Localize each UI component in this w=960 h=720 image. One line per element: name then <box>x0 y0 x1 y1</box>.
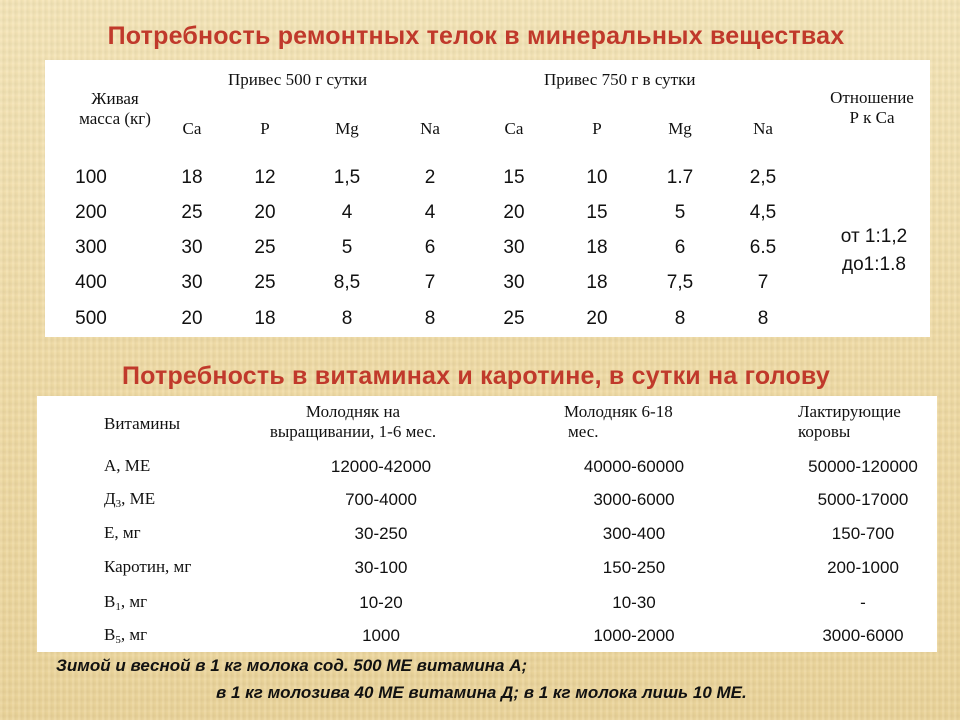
footnote-line1: Зимой и весной в 1 кг молока сод. 500 МЕ витамина А; <box>56 656 528 675</box>
vitamin-name <box>104 625 147 646</box>
subheader-cell: Mg <box>668 119 692 138</box>
col-header-mass-line1: Живая <box>91 89 139 108</box>
table-cell: 4,5 <box>749 202 777 223</box>
col-header-young1 <box>245 402 461 442</box>
table-cell: - <box>860 593 866 612</box>
table-cell: 18 <box>586 272 608 293</box>
vitamin-name-text: Е, мг <box>104 523 141 542</box>
table-cell: 5 <box>674 202 686 223</box>
vitamin-unit: , мг <box>120 592 148 611</box>
table-cell: 25 <box>254 237 276 258</box>
col-header-young2-line2: мес. <box>568 422 599 441</box>
table-cell: 8 <box>674 308 686 329</box>
col-header-mass <box>75 89 155 129</box>
table-cell: 7,5 <box>666 272 694 293</box>
table-cell: 1.7 <box>666 167 694 188</box>
table-cell: 7 <box>757 272 769 293</box>
table-cell: 10-30 <box>612 593 656 612</box>
table-cell: 300-400 <box>602 524 666 543</box>
table-cell: 1000-2000 <box>593 626 675 645</box>
table-cell: 25 <box>254 272 276 293</box>
vitamin-name <box>104 557 191 577</box>
table-cell: 20 <box>181 308 203 329</box>
table-cell: 25 <box>181 202 203 223</box>
subheader-cell: Na <box>420 119 440 138</box>
col-header-young2-line1: Молодняк 6-18 <box>564 402 673 421</box>
vitamin-subscript: 5 <box>115 634 121 646</box>
vitamin-unit: , мг <box>120 625 148 644</box>
table-cell: 15 <box>586 202 608 223</box>
footnote-line2: в 1 кг молозива 40 МЕ витамина Д; в 1 кг молока лишь 10 МЕ. <box>216 683 747 702</box>
col-header-cows <box>798 402 901 442</box>
table-cell: 50000-120000 <box>808 457 918 476</box>
col-header-ratio-line2: Р к Са <box>849 108 895 127</box>
mass-cell: 300 <box>75 237 107 258</box>
vitamin-name <box>104 523 141 543</box>
table-cell: 5000-17000 <box>817 490 909 509</box>
vitamin-name-text: Д <box>104 489 116 508</box>
table-cell: 15 <box>503 167 525 188</box>
subheader-cell: Mg <box>335 119 359 138</box>
table-cell: 8,5 <box>333 272 361 293</box>
table-cell: 20 <box>586 308 608 329</box>
mass-cell: 400 <box>75 272 107 293</box>
ratio-value-line1: от 1:1,2 <box>840 226 908 247</box>
table-cell: 18 <box>254 308 276 329</box>
table-cell: 18 <box>586 237 608 258</box>
table-cell: 150-700 <box>831 524 895 543</box>
mass-cell: 100 <box>75 167 107 188</box>
vitamin-name-text: Каротин, мг <box>104 557 192 576</box>
vitamin-name <box>104 456 150 476</box>
subheader-cell: Р <box>260 119 270 138</box>
table-cell: 3000-6000 <box>822 626 904 645</box>
table-cell: 18 <box>181 167 203 188</box>
table-cell: 1,5 <box>333 167 361 188</box>
vitamin-name <box>104 592 147 613</box>
col-header-mass-line2: масса (кг) <box>79 109 151 128</box>
table-cell: 8 <box>757 308 769 329</box>
table-cell: 4 <box>341 202 353 223</box>
col-header-young1-line2: выращивании, 1-6 мес. <box>269 422 437 441</box>
mass-cell: 500 <box>75 308 107 329</box>
vitamin-name-text: А, МЕ <box>104 456 151 475</box>
group-header-500: Привес 500 г сутки <box>228 70 368 89</box>
table-cell: 20 <box>503 202 525 223</box>
table-cell: 2,5 <box>749 167 777 188</box>
table-cell: 700-4000 <box>345 490 417 509</box>
vitamin-unit: , МЕ <box>121 489 156 508</box>
table-cell: 4 <box>424 202 436 223</box>
table-cell: 30 <box>181 272 203 293</box>
table-cell: 5 <box>341 237 353 258</box>
col-header-young1-line1: Молодняк на <box>305 402 401 421</box>
table-cell: 30 <box>503 272 525 293</box>
table-cell: 12 <box>254 167 276 188</box>
ratio-value <box>815 223 933 279</box>
col-header-cows-line1: Лактирующие <box>798 402 901 421</box>
table-cell: 8 <box>424 308 436 329</box>
table-cell: 30 <box>503 237 525 258</box>
table-cell: 6 <box>674 237 686 258</box>
table-cell: 10 <box>586 167 608 188</box>
table-cell: 6.5 <box>749 237 777 258</box>
group-header-750: Привес 750 г в сутки <box>544 70 696 89</box>
table-cell: 2 <box>424 167 436 188</box>
table-cell: 25 <box>503 308 525 329</box>
subheader-cell: Na <box>753 119 773 138</box>
table-cell: 7 <box>424 272 436 293</box>
table-cell: 200-1000 <box>827 558 899 577</box>
minerals-table <box>45 60 930 337</box>
table-cell: 30 <box>181 237 203 258</box>
col-header-ratio-line1: Отношение <box>830 88 914 107</box>
mass-cell: 200 <box>75 202 107 223</box>
vitamin-name-text: В <box>104 625 116 644</box>
vitamin-subscript: 3 <box>115 498 122 510</box>
page-title-minerals: Потребность ремонтных телок в минеральных веществах <box>107 22 845 50</box>
ratio-value-line2: до1:1.8 <box>842 254 906 275</box>
col-header-vitamins: Витамины <box>104 414 180 433</box>
table-cell: 20 <box>254 202 276 223</box>
col-header-ratio <box>817 88 927 128</box>
vitamin-subscript: 1 <box>115 601 121 613</box>
table-cell: 30-250 <box>354 524 408 543</box>
vitamins-table <box>37 396 937 652</box>
page-title-vitamins: Потребность в витаминах и каротине, в сутки на голову <box>122 362 830 390</box>
subheader-cell: Са <box>504 119 524 138</box>
table-cell: 1000 <box>362 626 400 645</box>
table-cell: 150-250 <box>602 558 666 577</box>
vitamin-name-text: В <box>104 592 116 611</box>
table-cell: 3000-6000 <box>593 490 675 509</box>
subheader-cell: Р <box>592 119 602 138</box>
col-header-young2 <box>564 402 673 442</box>
col-header-cows-line2: коровы <box>798 422 851 441</box>
table-cell: 30-100 <box>354 558 408 577</box>
table-cell: 12000-42000 <box>330 457 432 476</box>
subheader-cell: Са <box>182 119 202 138</box>
table-cell: 40000-60000 <box>583 457 685 476</box>
table-cell: 6 <box>424 237 436 258</box>
vitamin-name <box>104 489 155 510</box>
table-cell: 8 <box>341 308 353 329</box>
table-cell: 10-20 <box>359 593 403 612</box>
